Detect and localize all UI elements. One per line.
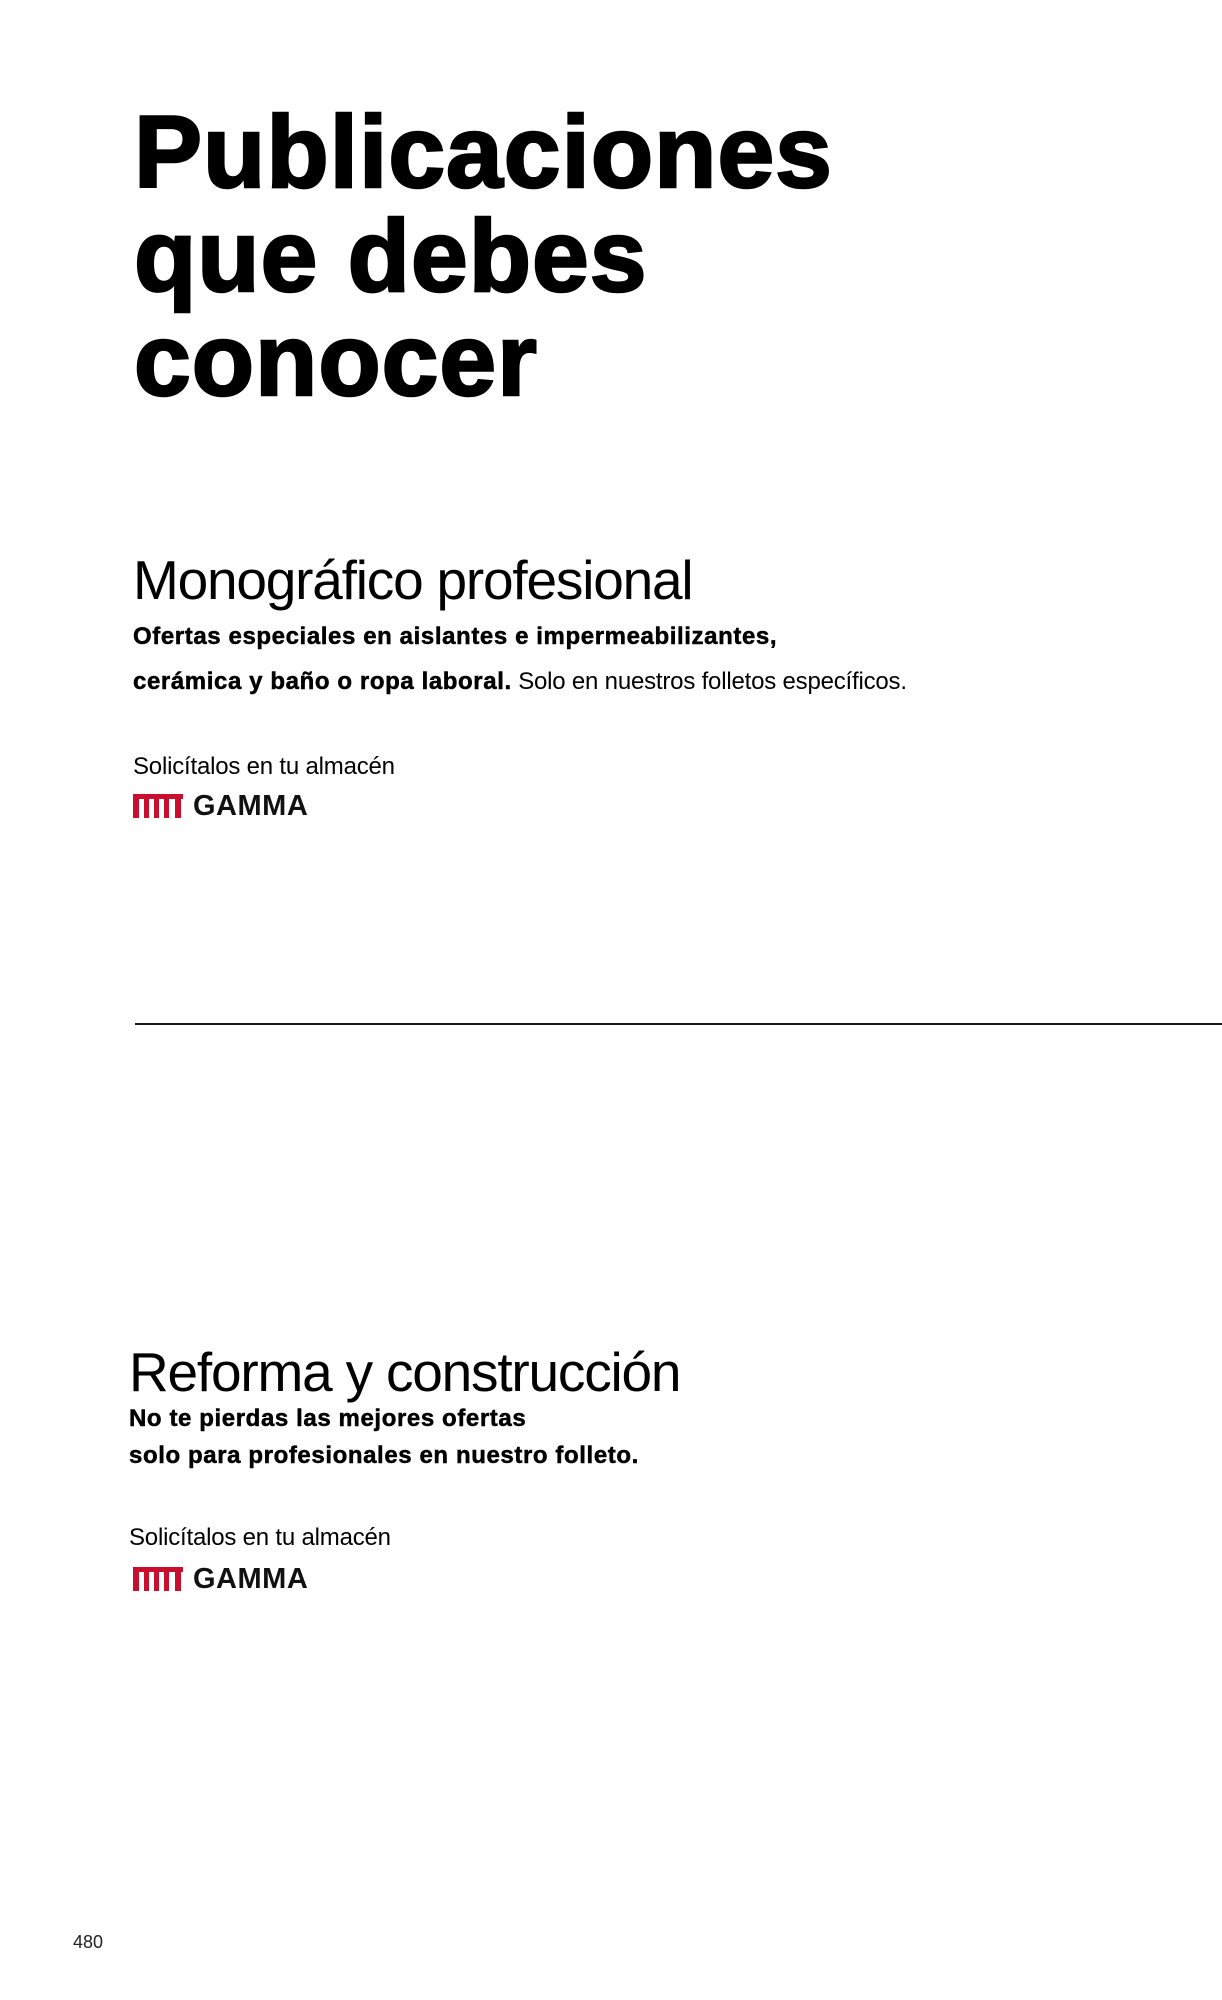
request-text: Solicítalos en tu almacén [129, 1524, 391, 1551]
gamma-logo-icon [133, 1567, 183, 1591]
section-divider [135, 1023, 1222, 1025]
gamma-logo-icon [133, 794, 183, 818]
section-title: Monográfico profesional [133, 549, 693, 611]
gamma-logo [133, 1563, 308, 1595]
gamma-logo-text: GAMMA [193, 1562, 309, 1595]
description-bold-line-1: No te pierdas las mejores ofertas [129, 1405, 527, 1432]
section-description [133, 614, 907, 704]
page-title-line-3: conocer [134, 303, 538, 417]
page-number: 480 [73, 1932, 104, 1952]
section-title: Reforma y construcción [129, 1341, 681, 1403]
section-description [129, 1400, 639, 1474]
request-text: Solicítalos en tu almacén [133, 753, 395, 780]
gamma-logo [133, 790, 308, 822]
description-bold-line-2: cerámica y baño o ropa laboral. [133, 668, 512, 695]
page-title-line-1: Publicaciones [134, 95, 833, 209]
description-bold-line-2: solo para profesionales en nuestro folleto. [129, 1442, 639, 1469]
description-regular: Solo en nuestros folletos específicos. [511, 668, 907, 695]
gamma-logo-text: GAMMA [193, 789, 309, 822]
page-title [134, 95, 1034, 417]
page-title-line-2: que debes [134, 199, 648, 313]
description-bold-line-1: Ofertas especiales en aislantes e impermeabilizantes, [133, 623, 778, 650]
